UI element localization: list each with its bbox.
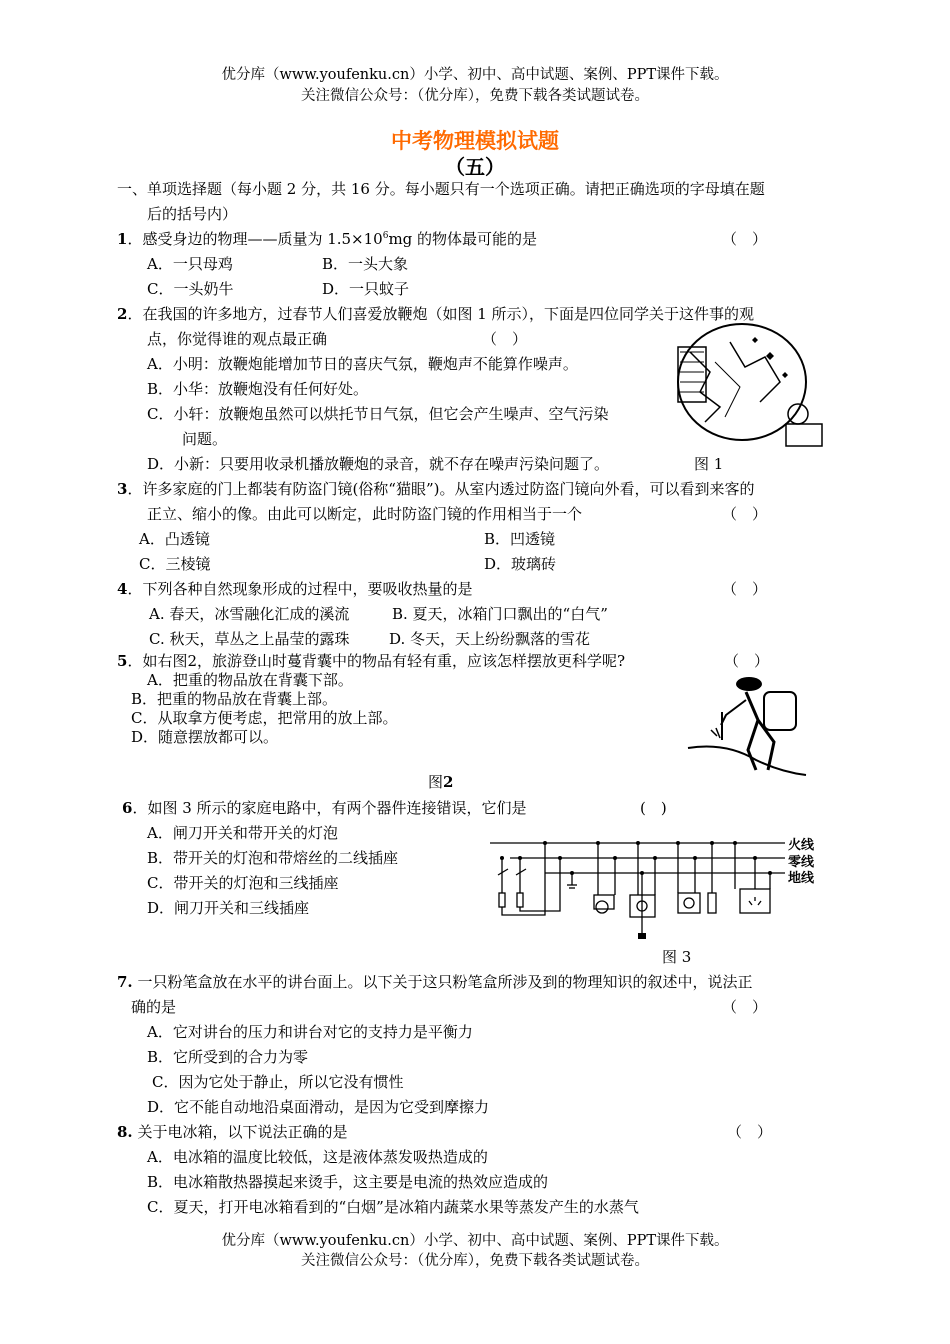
question-8-stem: 8. 关于电冰箱，以下说法正确的是 (117, 1123, 348, 1141)
question-5-stem: 5．如右图2，旅游登山时蔓背囊中的物品有轻有重，应该怎样摆放更科学呢? (117, 652, 626, 670)
option-d: D．随意摆放都可以。 (131, 728, 279, 746)
section-heading-cont: 后的括号内） (147, 205, 238, 223)
option-c: C．三棱镜 (139, 555, 211, 573)
question-4-stem: 4．下列各种自然现象形成的过程中，要吸收热量的是 (117, 580, 473, 598)
option-d: D．它不能自动地沿桌面滑动，是因为它受到摩擦力 (147, 1098, 490, 1116)
page-subtitle: （五） (445, 155, 505, 179)
option-b: B．它所受到的合力为零 (147, 1048, 309, 1066)
option-c: C．一头奶牛 (147, 280, 234, 298)
header-line-2: 关注微信公众号：（优分库），免费下载各类试题试卷。 (301, 88, 649, 104)
footer-line-2: 关注微信公众号：（优分库），免费下载各类试题试卷。 (301, 1253, 649, 1269)
option-c: C．夏天，打开电冰箱看到的“白烟”是冰箱内蔬菜水果等蒸发产生的水蒸气 (147, 1198, 639, 1216)
option-d: D．闸刀开关和三线插座 (147, 899, 310, 917)
answer-paren: （ ） (722, 998, 768, 1016)
page-title: 中考物理模拟试题 (391, 129, 559, 153)
option-a: A．闸刀开关和带开关的灯泡 (147, 824, 338, 842)
section-heading: 一、单项选择题（每小题 2 分，共 16 分。每小题只有一个选项正确。请把正确选项的字母填在题 (117, 180, 765, 198)
option-a: A．把重的物品放在背囊下部。 (147, 671, 353, 689)
option-a: A．一只母鸡 (147, 255, 233, 273)
option-b: B．小华：放鞭炮没有任何好处。 (147, 380, 369, 398)
answer-paren: （ ） (722, 505, 768, 523)
question-7-stem-cont: 确的是 (131, 998, 177, 1016)
question-7-stem: 7. 一只粉笔盒放在水平的讲台面上。以下关于这只粉笔盒所涉及到的物理知识的叙述中，说法正 (117, 973, 753, 991)
option-b: B．一头大象 (322, 255, 409, 273)
option-b: B．凹透镜 (484, 530, 556, 548)
option-a: A．电冰箱的温度比较低，这是液体蒸发吸热造成的 (147, 1148, 488, 1166)
answer-paren: （ ） (722, 580, 768, 598)
answer-paren: （ ） (727, 1123, 773, 1141)
option-b: B．把重的物品放在背囊上部。 (131, 690, 338, 708)
option-a: A. 春天，冰雪融化汇成的溪流 (149, 605, 350, 623)
option-c: C. 秋天，草丛之上晶莹的露珠 (149, 630, 350, 648)
option-a: A．凸透镜 (139, 530, 210, 548)
option-c: C．从取拿方便考虑，把常用的放上部。 (131, 709, 398, 727)
question-3-stem: 3．许多家庭的门上都装有防盗门镜(俗称“猫眼”)。从室内透过防盗门镜向外看，可以看到来客的 (117, 480, 755, 498)
option-b: B. 夏天，冰箱门口飘出的“白气” (392, 605, 608, 623)
option-a: A．它对讲台的压力和讲台对它的支持力是平衡力 (147, 1023, 473, 1041)
circuit-diagram (490, 833, 830, 945)
option-d: D．小新：只要用收录机播放鞭炮的录音，就不存在噪声污染问题了。 (147, 455, 610, 473)
question-3-stem-cont: 正立、缩小的像。由此可以断定，此时防盗门镜的作用相当于一个 (147, 505, 583, 523)
wire-label-live: 火线 (788, 838, 815, 853)
question-2-stem: 2．在我国的许多地方，过春节人们喜爱放鞭炮（如图 1 所示），下面是四位同学关于这件事的观 (117, 305, 755, 323)
option-c-cont: 问题。 (182, 430, 228, 448)
option-a: A．小明：放鞭炮能增加节日的喜庆气氛，鞭炮声不能算作噪声。 (147, 355, 578, 373)
question-1-stem: 1．感受身边的物理——质量为 $1.5\times 10^6mg$ 的物体最可能的是 (117, 230, 538, 248)
firecracker-illustration (670, 322, 830, 452)
option-d: D．玻璃砖 (484, 555, 557, 573)
wire-label-ground: 地线 (788, 871, 815, 886)
footer-line-1: 优分库（www.youfenku.cn）小学、初中、高中试题、案例、PPT课件下载。 (221, 1233, 729, 1249)
option-d: D．一只蚊子 (322, 280, 410, 298)
wire-label-neutral: 零线 (788, 855, 815, 870)
question-2-stem-cont: 点，你觉得谁的观点最正确 (147, 330, 328, 348)
header-line-1: 优分库（www.youfenku.cn）小学、初中、高中试题、案例、PPT课件下载。 (221, 67, 729, 83)
option-c: C．因为它处于静止，所以它没有惯性 (152, 1073, 404, 1091)
hiker-illustration (686, 670, 811, 780)
question-number: 1 (117, 230, 128, 248)
figure-2-caption: 图2 (428, 773, 454, 791)
question-6-stem: 6．如图 3 所示的家庭电路中，有两个器件连接错误，它们是 (122, 799, 527, 817)
option-c: C．小轩：放鞭炮虽然可以烘托节日气氛，但它会产生噪声、空气污染 (147, 405, 609, 423)
answer-paren: （ ） (722, 230, 768, 248)
answer-paren: ( ) (640, 799, 667, 817)
option-b: B．电冰箱散热器摸起来烫手，这主要是电流的热效应造成的 (147, 1173, 549, 1191)
figure-3-caption: 图 3 (662, 948, 692, 966)
option-b: B．带开关的灯泡和带熔丝的二线插座 (147, 849, 399, 867)
figure-1-caption: 图 1 (694, 455, 724, 473)
option-c: C．带开关的灯泡和三线插座 (147, 874, 339, 892)
option-d: D. 冬天，天上纷纷飘落的雪花 (389, 630, 591, 648)
answer-paren: （ ） (482, 330, 528, 348)
answer-paren: （ ） (724, 652, 770, 670)
